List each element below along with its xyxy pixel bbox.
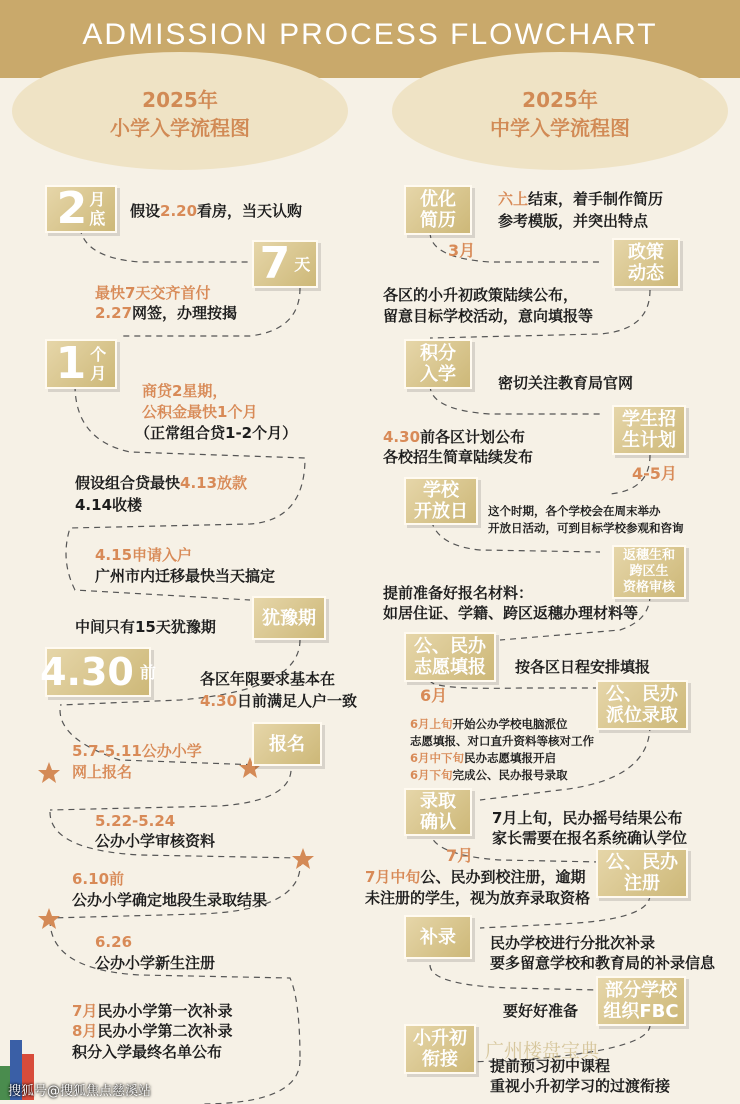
box-optimize-resume: 优化 简历	[404, 185, 472, 235]
step-text: 未注册的学生，视为放弃录取资格	[365, 889, 591, 907]
text-part: 日前满足人户一致	[237, 692, 358, 710]
box-supplementary: 补录	[404, 915, 472, 959]
step-text	[200, 690, 357, 712]
text-part: 2.27	[95, 304, 133, 322]
step-text: 如居住证、学籍、跨区返穗办理材料等	[383, 604, 639, 622]
step-text: 广州市内迁移最快当天搞定	[95, 567, 276, 585]
text-part: 4.30	[200, 692, 238, 710]
box-unit	[90, 345, 106, 383]
text-part: 7月	[72, 1002, 98, 1020]
box-registration-enroll: 公、民办 注册	[596, 848, 688, 898]
box-number: 1	[55, 338, 87, 389]
text-part: 4.13放款	[180, 474, 248, 492]
text-part: 2.20	[160, 202, 198, 220]
star-icon	[38, 762, 60, 783]
text-part: 假设	[130, 202, 161, 220]
month-marker: 4-5月	[632, 464, 677, 483]
step-text: 提前预习初中课程	[490, 1057, 611, 1075]
right-year: 2025年	[522, 88, 598, 112]
box-points-admission: 积分 入学	[404, 339, 472, 389]
step-text: 参考模版，并突出特点	[498, 212, 649, 230]
step-text	[72, 1000, 232, 1022]
box-number: 2	[56, 183, 88, 234]
left-name: 小学入学流程图	[110, 116, 250, 140]
text-part: 完成公、民办报号录取	[452, 768, 568, 782]
step-text: 6.10前	[72, 870, 125, 888]
step-text	[498, 188, 663, 210]
step-text	[95, 302, 237, 324]
right-name: 中学入学流程图	[490, 116, 630, 140]
text-part: 网签，办理按揭	[132, 304, 238, 322]
text-part: 民办小学第二次补录	[97, 1022, 233, 1040]
step-text: 家长需要在报名系统确认学位	[492, 829, 688, 847]
box-hesitation-period: 犹豫期	[252, 596, 326, 640]
step-text: 中间只有15天犹豫期	[75, 618, 216, 636]
box-open-day: 学校 开放日	[404, 477, 478, 525]
step-text: 5.22-5.24	[95, 812, 176, 830]
step-text: 4.15申请入户	[95, 546, 193, 564]
box-qualification-review: 返穗生和 跨区生 资格审核	[612, 545, 686, 599]
step-text: 各校招生简章陆续发布	[383, 448, 534, 466]
box-2-month-end	[45, 185, 117, 233]
unit-line: 个	[90, 345, 107, 364]
step-text: 各区的小升初政策陆续公布，	[383, 286, 579, 304]
left-year: 2025年	[142, 88, 218, 112]
step-text: 网上报名	[72, 763, 133, 781]
box-transition: 小升初 衔接	[404, 1024, 476, 1074]
step-text: 密切关注教育局官网	[498, 374, 634, 392]
text-part: 民办志愿填报开启	[464, 751, 557, 765]
step-text	[365, 866, 585, 888]
step-text: 留意目标学校活动，意向填报等	[383, 307, 594, 325]
step-text: 商贷2星期，	[142, 382, 228, 400]
step-text	[410, 767, 568, 784]
unit-line: 月	[90, 364, 107, 383]
step-text	[75, 472, 247, 494]
text-part: 7月中旬	[365, 868, 421, 886]
step-text: 5.7-5.11公办小学	[72, 742, 202, 760]
footer-credit: 搜狐号@搜狐焦点慈溪站	[8, 1084, 152, 1099]
star-icon	[38, 908, 60, 929]
text-part: 民办小学第一次补录	[97, 1002, 233, 1020]
step-text	[72, 1020, 232, 1042]
step-text: 4.14收楼	[75, 496, 143, 514]
text-part: 假设组合贷最快	[75, 474, 181, 492]
month-marker: 7月	[446, 846, 474, 865]
box-unit	[89, 190, 105, 228]
step-text: 要多留意学校和教育局的补录信息	[490, 954, 716, 972]
box-admission-confirm: 录取 确认	[404, 788, 472, 836]
box-before-4-30	[40, 647, 156, 697]
box-7-days	[252, 240, 318, 288]
box-1-month	[45, 339, 117, 389]
step-text: 提前准备好报名材料：	[383, 584, 534, 602]
box-fbc: 部分学校 组织FBC	[596, 976, 686, 1026]
text-part: 6月中下旬	[410, 751, 465, 765]
text-part: 看房，当天认购	[197, 202, 303, 220]
box-policy-update: 政策 动态	[612, 238, 680, 288]
step-text: 积分入学最终名单公布	[72, 1043, 223, 1061]
text-part: 4.30	[383, 428, 421, 446]
box-application-filling: 公、民办 志愿填报	[404, 632, 496, 682]
text-part: 公、民办到校注册，逾期	[420, 868, 586, 886]
step-text: 要好好准备	[503, 1002, 579, 1020]
step-text: 7月上旬，民办摇号结果公布	[492, 809, 683, 827]
box-enrollment-plan: 学生招 生计划	[612, 405, 686, 455]
text-part: 前各区计划公布	[420, 428, 526, 446]
box-number: 7	[259, 238, 291, 289]
month-marker: 6月	[420, 686, 448, 705]
step-text: 公积金最快1个月	[142, 403, 258, 421]
text-part: 开始公办学校电脑派位	[452, 717, 568, 731]
step-text	[383, 426, 525, 448]
step-text: 公办小学新生注册	[95, 954, 216, 972]
box-unit: 前	[139, 662, 156, 682]
text-part: 8月	[72, 1022, 98, 1040]
text-part: 6月上旬	[410, 717, 453, 731]
text-part: 六上	[498, 190, 529, 208]
page-title: ADMISSION PROCESS FLOWCHART	[82, 18, 658, 51]
step-text: 最快7天交齐首付	[95, 284, 211, 302]
step-text: 这个时期，各个学校会在周末举办	[488, 504, 661, 518]
box-lottery-admission: 公、民办 派位录取	[596, 680, 688, 730]
box-unit: 天	[294, 254, 311, 274]
step-text: 6.26	[95, 933, 133, 951]
step-text: 公办小学审核资料	[95, 832, 216, 850]
step-text: 各区年限要求基本在	[200, 670, 336, 688]
text-part: 结束，着手制作简历	[528, 190, 664, 208]
month-marker: 3月	[448, 241, 476, 260]
star-icon	[292, 848, 314, 869]
step-text: 开放日活动，可到目标学校参观和咨询	[488, 521, 684, 535]
step-text	[410, 716, 568, 733]
unit-line: 月	[89, 190, 106, 209]
watermark: 广州楼盘宝典	[485, 1040, 600, 1062]
step-text: 按各区日程安排填报	[515, 658, 651, 676]
step-text: （正常组合贷1-2个月）	[135, 424, 298, 442]
step-text	[410, 750, 556, 767]
box-registration: 报名	[252, 722, 322, 766]
text-part: 6月下旬	[410, 768, 453, 782]
step-text: 公办小学确定地段生录取结果	[72, 891, 268, 909]
left-connector	[200, 1060, 300, 1104]
step-text: 重视小升初学习的过渡衔接	[490, 1077, 671, 1095]
step-text	[130, 200, 302, 222]
box-number: 4.30	[40, 650, 134, 694]
left-connector	[80, 228, 250, 262]
unit-line: 底	[89, 209, 106, 228]
step-text: 志愿填报、对口直升资料等核对工作	[410, 734, 594, 748]
step-text: 民办学校进行分批次补录	[490, 934, 656, 952]
